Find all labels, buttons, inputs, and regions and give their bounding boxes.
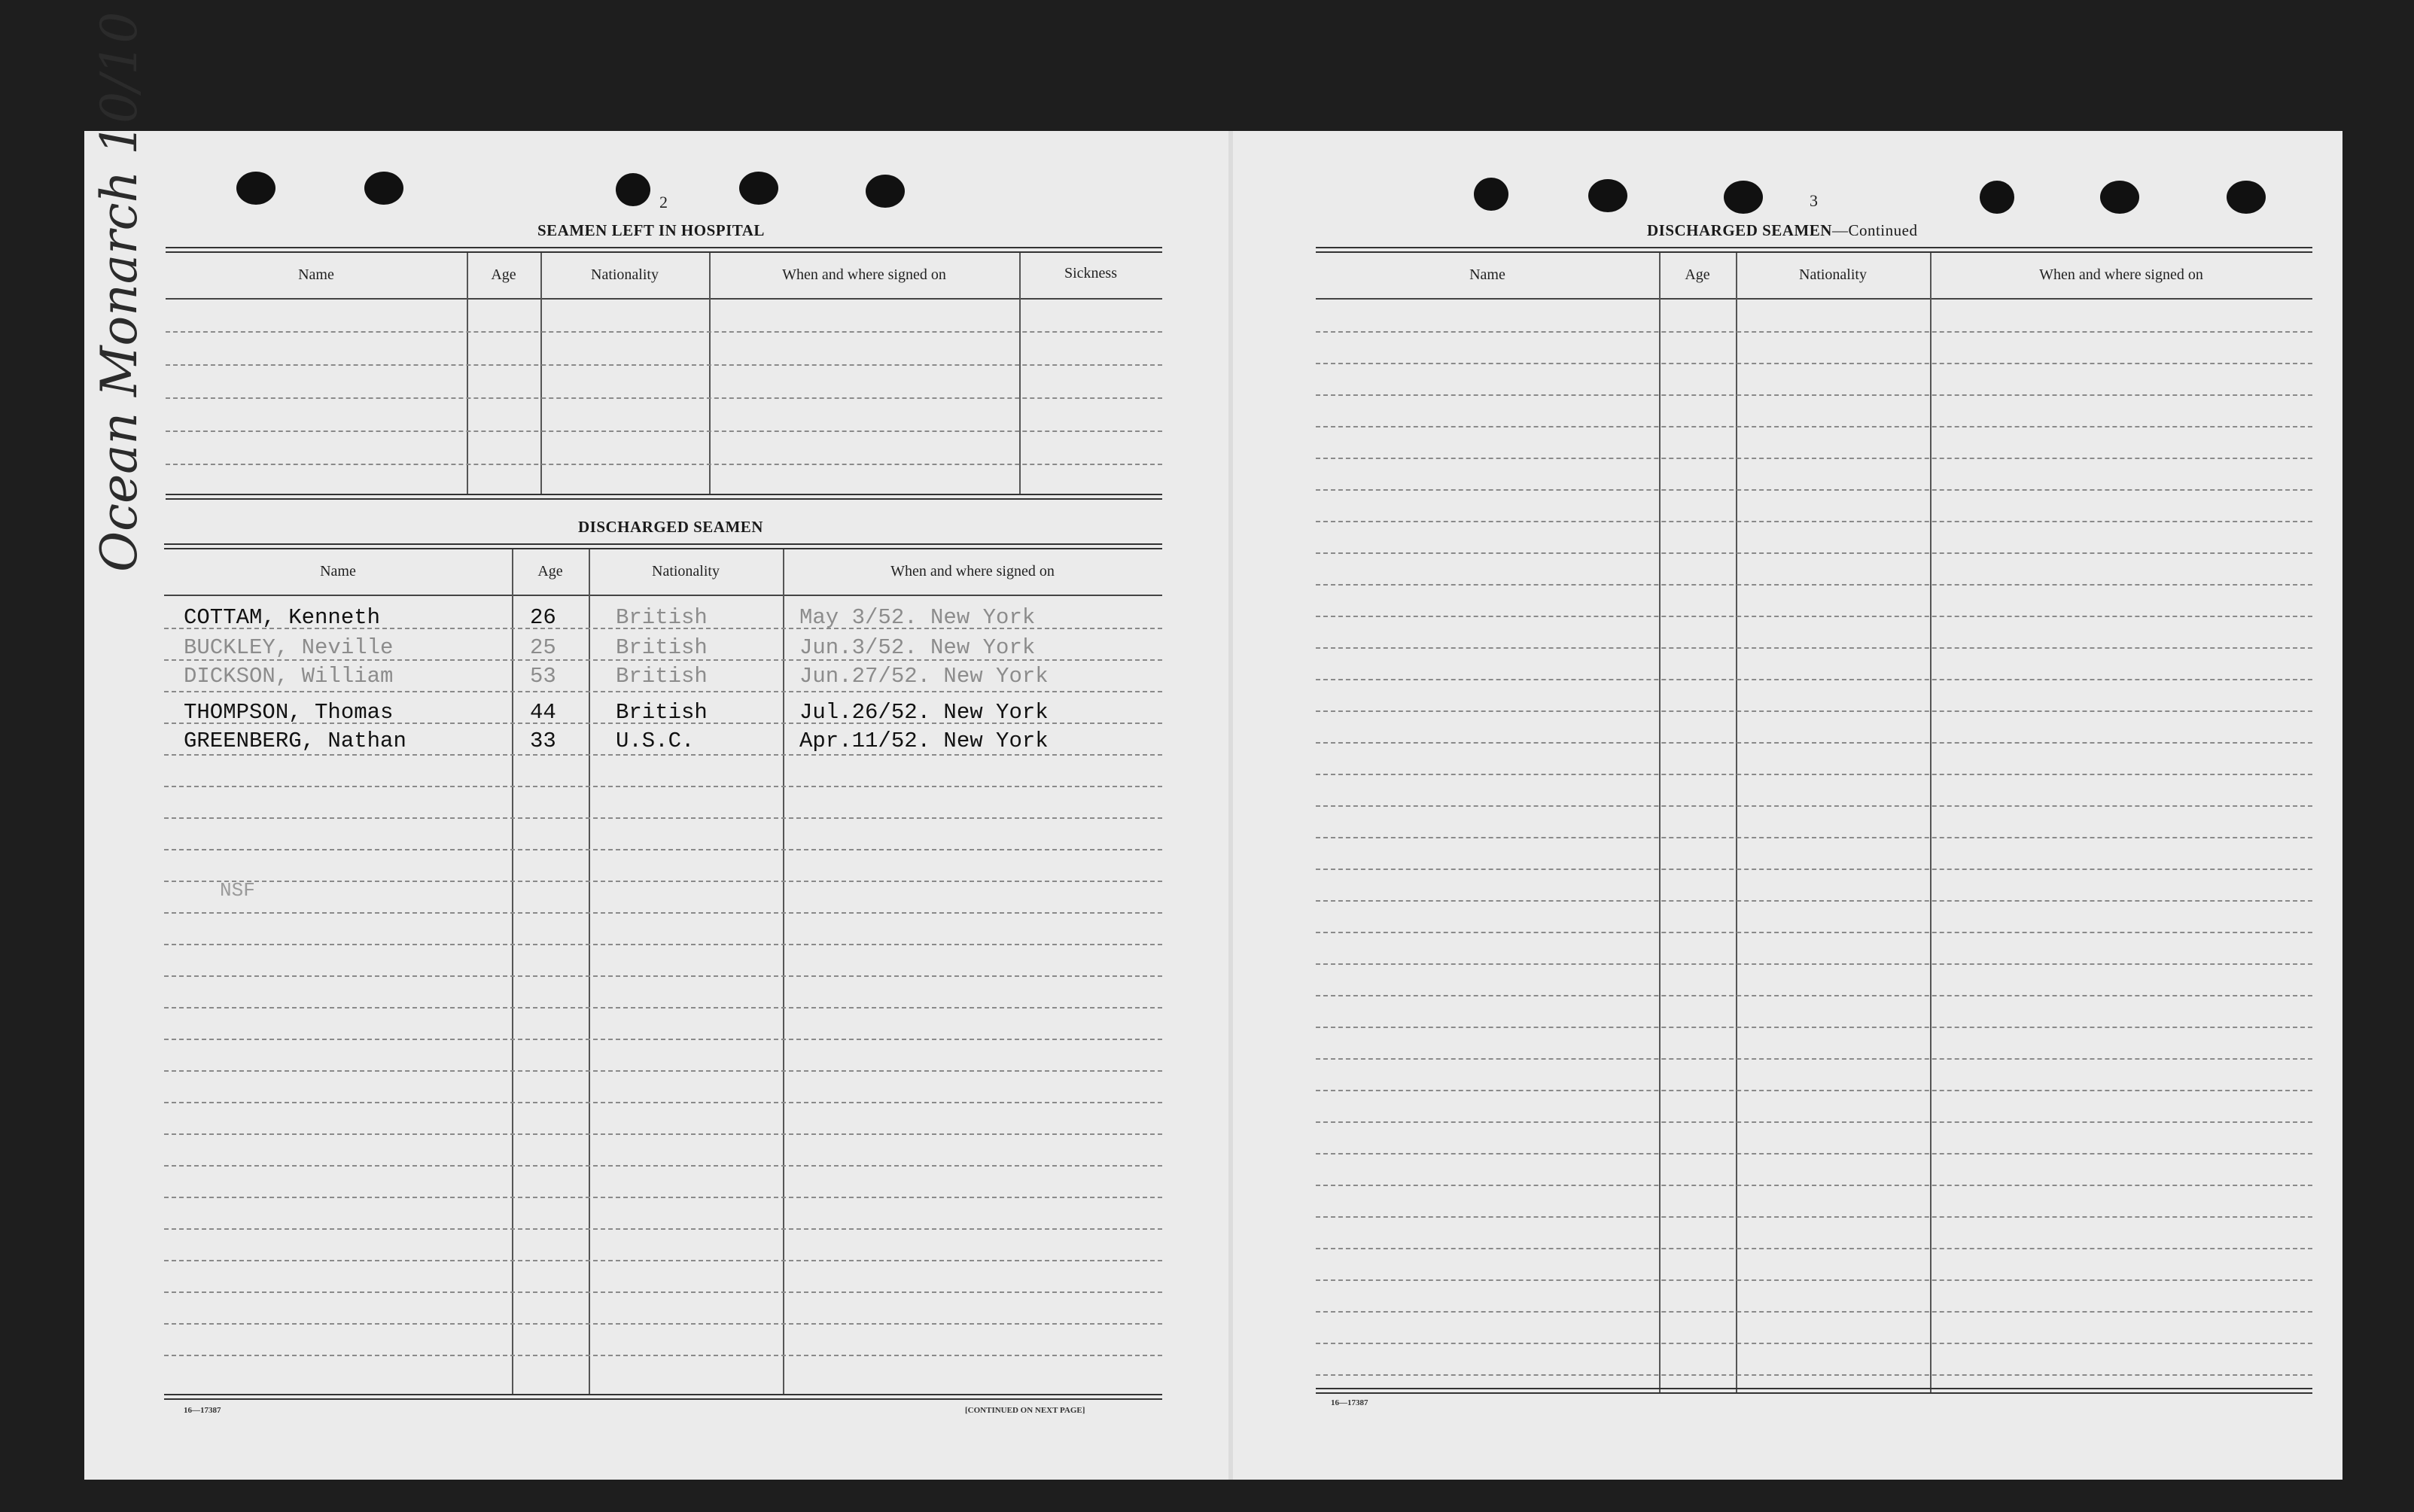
seaman-signed-on: Jul.26/52. New York (799, 700, 1049, 725)
title-main: DISCHARGED SEAMEN (1647, 221, 1832, 239)
seaman-nationality: British (616, 605, 708, 630)
col-header-nationality: Nationality (1799, 266, 1867, 283)
title-continued: —Continued (1831, 221, 1918, 239)
col-header-age: Age (537, 563, 563, 580)
col-header-age: Age (1685, 266, 1710, 283)
seaman-name: GREENBERG, Nathan (184, 729, 406, 753)
seaman-name: BUCKLEY, Neville (184, 635, 394, 660)
form-number-right: 16—17387 (1331, 1398, 1368, 1407)
col-header-signed-on: When and where signed on (782, 266, 946, 283)
col-header-name: Name (298, 266, 334, 283)
col-header-signed-on: When and where signed on (890, 563, 1055, 580)
seaman-name: DICKSON, William (184, 664, 394, 689)
seaman-name: THOMPSON, Thomas (184, 700, 394, 725)
punch-hole (1588, 179, 1627, 212)
form-number-left: 16—17387 (184, 1406, 221, 1415)
punch-hole (739, 172, 778, 205)
hospital-table (166, 247, 1162, 500)
seaman-nationality: British (616, 635, 708, 660)
col-header-sickness: Sickness (1064, 265, 1117, 281)
discharged-continued-title (1647, 221, 1917, 240)
seaman-age: 26 (530, 605, 556, 630)
punch-hole (1724, 181, 1763, 214)
punch-hole (236, 172, 275, 205)
punch-hole (616, 173, 650, 206)
continued-note: [CONTINUED ON NEXT PAGE] (965, 1406, 1085, 1415)
page-fold (1228, 131, 1233, 1480)
discharged-table (164, 543, 1162, 1401)
seaman-name: COTTAM, Kenneth (184, 605, 381, 630)
col-header-age: Age (491, 266, 516, 283)
punch-hole (1474, 178, 1508, 211)
col-header-signed-on: When and where signed on (2039, 266, 2203, 283)
handwritten-ship-name: Ocean Monarch 10/10 (90, 11, 148, 572)
col-header-nationality: Nationality (652, 563, 720, 580)
seaman-signed-on: Jun.3/52. New York (799, 635, 1036, 660)
seaman-age: 44 (530, 700, 556, 725)
seaman-nationality: U.S.C. (616, 729, 695, 753)
seaman-signed-on: Jun.27/52. New York (799, 664, 1049, 689)
seaman-nationality: British (616, 700, 708, 725)
faded-stamp: NSF (220, 879, 255, 902)
page-number-right: 3 (1810, 191, 1818, 210)
page-number-left: 2 (659, 193, 668, 211)
discharged-section-title: DISCHARGED SEAMEN (578, 518, 763, 536)
seaman-signed-on: Apr.11/52. New York (799, 729, 1049, 753)
seaman-age: 25 (530, 635, 556, 660)
seaman-age: 53 (530, 664, 556, 689)
col-header-name: Name (1469, 266, 1505, 283)
seaman-signed-on: May 3/52. New York (799, 605, 1036, 630)
punch-hole (364, 172, 403, 205)
hospital-section-title: SEAMEN LEFT IN HOSPITAL (537, 221, 765, 239)
punch-hole (2100, 181, 2139, 214)
seaman-nationality: British (616, 664, 708, 689)
col-header-nationality: Nationality (591, 266, 659, 283)
seaman-age: 33 (530, 729, 556, 753)
discharged-continued-table (1316, 247, 2312, 1394)
punch-hole (2227, 181, 2266, 214)
punch-hole (866, 175, 905, 208)
col-header-name: Name (320, 563, 356, 580)
punch-hole (1980, 181, 2014, 214)
